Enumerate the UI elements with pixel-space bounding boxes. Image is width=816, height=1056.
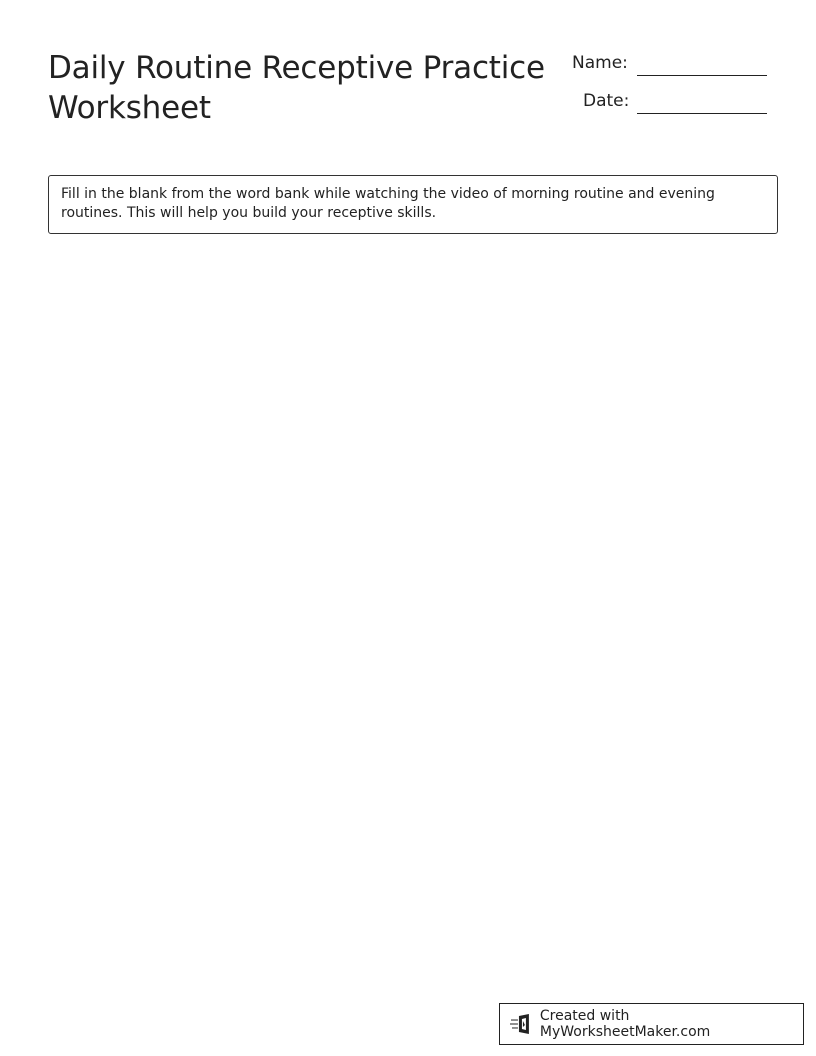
name-label: Name: (572, 53, 628, 73)
name-blank-line[interactable] (637, 75, 767, 76)
instructions-box: Fill in the blank from the word bank while watching the video of morning routine and evening routines. This will help you build your receptive skills. (48, 175, 778, 234)
date-label: Date: (583, 91, 630, 111)
worksheet-title: Daily Routine Receptive Practice Worksheet (48, 50, 545, 126)
date-field (560, 88, 770, 126)
worksheet-maker-logo-icon (510, 1013, 534, 1035)
footer-credit-badge[interactable] (499, 1003, 804, 1045)
student-info-fields (560, 50, 770, 126)
date-blank-line[interactable] (637, 113, 767, 114)
footer-credit-text: Created with MyWorksheetMaker.com (539, 1008, 711, 1040)
name-field (560, 50, 770, 88)
